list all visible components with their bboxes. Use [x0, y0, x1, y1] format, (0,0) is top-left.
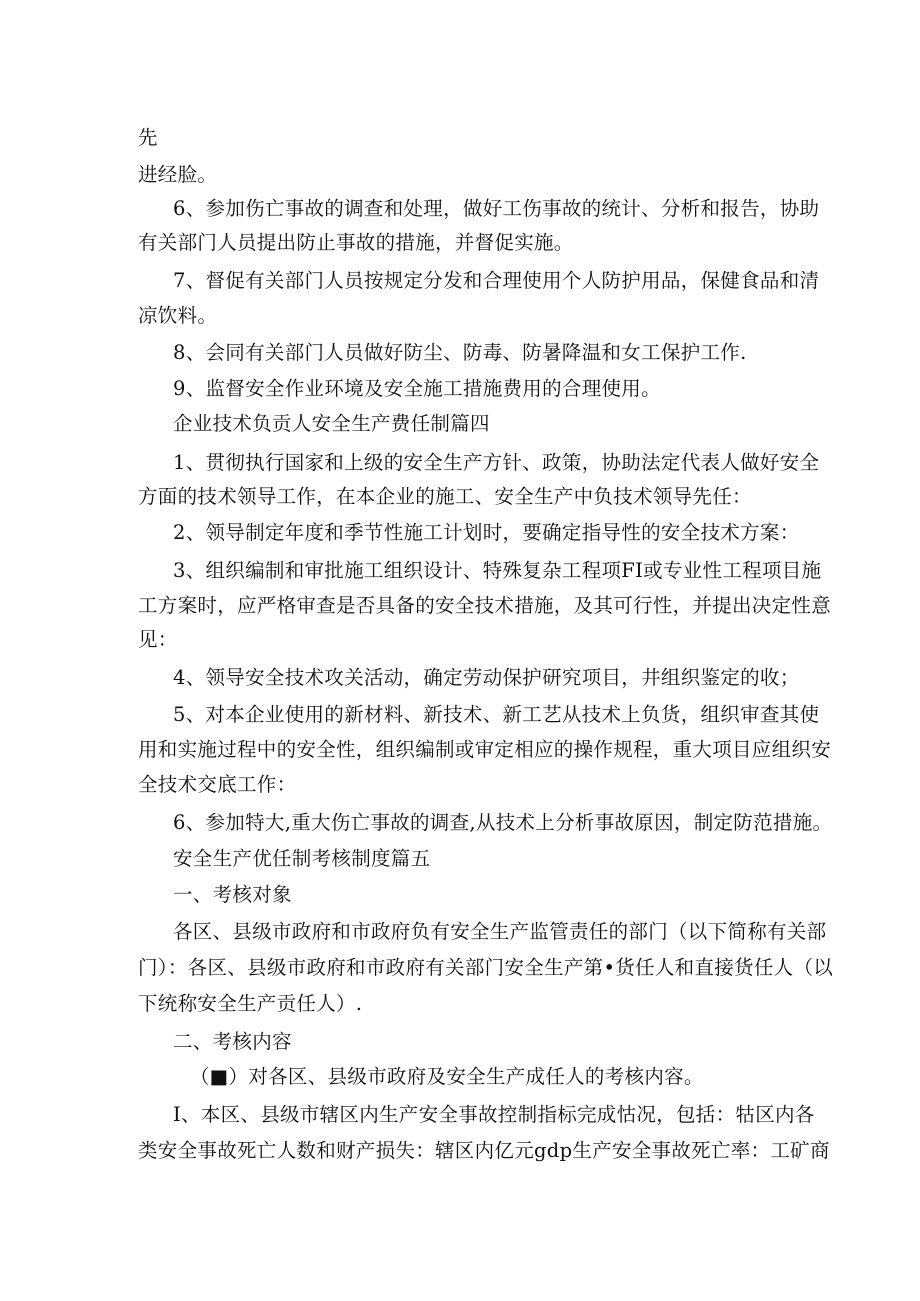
section-heading-4: 企业技术负贡人安全生产费任制篇四 — [173, 412, 490, 435]
item-5-line-3: 全技术交底工作： — [138, 773, 297, 796]
item-3-line-2: 工方案时，应严格审查是否具备的安全技术措施，及其可行性，并提出决定性意 — [138, 594, 832, 617]
text-line: 先 — [138, 126, 158, 149]
item-1-line-2: 方面的技术领导工作，在本企业的施工、安全生产中负技术领导先任： — [138, 485, 752, 508]
paragraph-8: 8、会同有关部门人员做好防尘、防毒、防暑降温和女工保护工作. — [173, 341, 747, 364]
subheading-assessment-target: 一、考核对象 — [173, 883, 292, 906]
paragraph-6-line-1: 6、参加伤亡事故的调查和处理，做好工伤事故的统计、分析和报告，协助 — [173, 197, 820, 220]
paragraph-7-line-1: 7、督促有关部门人员按规定分发和合理使用个人防护用品，保健食品和清 — [173, 269, 820, 292]
item-5-line-2: 用和实施过程中的安全性，组织编制或审定相应的操作规程，重大项目应组织安 — [138, 738, 832, 761]
item-5-line-1: 5、对本企业使用的新材料、新技术、新工艺从技术上负货，组织审查其使 — [173, 703, 820, 726]
content-item-1-line-2: 类安全事故死亡人数和财产损失：辖区内亿元gdp生产安全事故死亡率：工矿商 — [138, 1139, 830, 1162]
item-2: 2、领导制定年度和季节性施工计划时，要确定指导性的安全技术方案： — [173, 521, 800, 544]
content-subsection-1: （■）对各区、县级市政府及安全生产成任人的考核内容。 — [190, 1065, 704, 1088]
item-3-line-1: 3、组织编制和审批施工组织设计、特殊复杂工程项FI或专业性工程项目施 — [173, 559, 822, 582]
subheading-assessment-content: 二、考核内容 — [173, 1030, 292, 1053]
item-3-line-3: 见： — [138, 628, 178, 651]
target-line-3: 下统称安全生产贡任人）. — [138, 992, 363, 1015]
text-line: 进经脸。 — [138, 163, 218, 186]
paragraph-7-line-2: 凉饮料。 — [138, 304, 218, 327]
paragraph-9: 9、监督安全作业环境及安全施工措施费用的合理使用。 — [173, 377, 661, 400]
section-heading-5: 安全生产优任制考核制度篇五 — [173, 847, 431, 870]
item-4: 4、领导安全技术攻关活动，确定劳动保护研究项目，井组织鉴定的收； — [173, 666, 800, 689]
content-item-1-line-1: I、本区、县级市辖区内生产安全事故控制指标完成怙况，包括：牯区内各 — [173, 1103, 815, 1126]
target-line-1: 各区、县级市政府和市政府负有安全生产监管责任的部门（以下简称有关部 — [173, 920, 827, 943]
item-1-line-1: 1、贯彻执行国家和上级的安全生产方针、政策，协助法定代表人做好安全 — [173, 451, 820, 474]
target-line-2: 门）：各区、县级市政府和市政府有关部门安全生产第•货任人和直接货任人（以 — [138, 956, 834, 979]
item-6: 6、参加特大,重大伤亡事故的调查,从技术上分析事故原因，制定防范措施。 — [173, 811, 833, 834]
paragraph-6-line-2: 有关部门人员提出防止事故的措施，并督促实施。 — [138, 231, 574, 254]
